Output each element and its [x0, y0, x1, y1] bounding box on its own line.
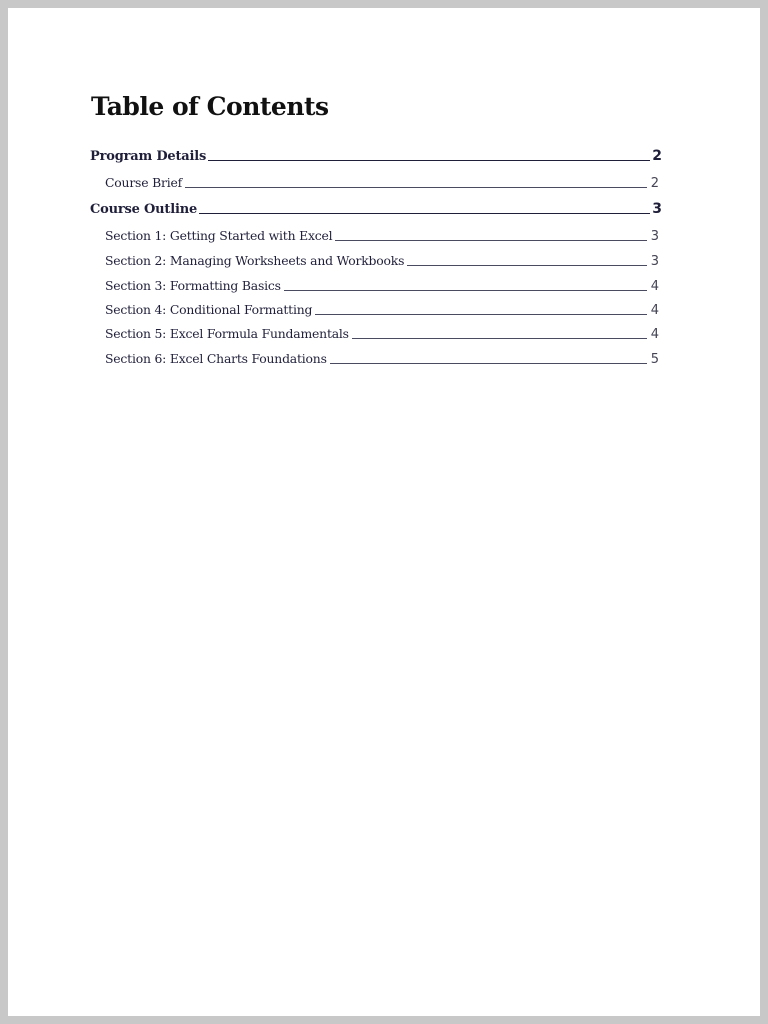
toc-entry-section-3[interactable] [105, 278, 659, 294]
toc-entry-label: Section 5: Excel Formula Fundamentals [105, 326, 349, 341]
toc-entry-label: Section 3: Formatting Basics [105, 278, 281, 293]
toc-entry-label: Program Details [90, 149, 207, 164]
toc-page-number: 3 [650, 229, 659, 244]
toc-page-number: 4 [650, 327, 659, 342]
toc-entry-section-1[interactable] [105, 228, 659, 244]
toc-leader-line [199, 213, 650, 214]
toc-entry-label: Section 6: Excel Charts Foundations [105, 351, 327, 366]
toc-leader-line [185, 187, 647, 188]
toc-page-number: 2 [652, 148, 662, 164]
table-of-contents [8, 8, 760, 1016]
toc-leader-line [352, 338, 647, 339]
toc-entry-section-6[interactable] [105, 351, 659, 367]
toc-entry-section-2[interactable] [105, 253, 659, 269]
toc-leader-line [315, 314, 646, 315]
page-title: Table of Contents [91, 92, 329, 121]
toc-entry-program-details[interactable] [90, 148, 662, 164]
toc-page-number: 2 [650, 176, 659, 191]
toc-entry-course-outline[interactable] [90, 201, 662, 217]
toc-page-number: 4 [650, 279, 659, 294]
toc-page-number: 3 [650, 254, 659, 269]
toc-entry-course-brief[interactable] [105, 175, 659, 191]
toc-entry-label: Course Outline [90, 202, 198, 217]
toc-entry-label: Section 4: Conditional Formatting [105, 302, 313, 317]
toc-entry-label: Course Brief [105, 175, 182, 190]
toc-page-number: 5 [650, 352, 659, 367]
toc-page-number: 4 [650, 303, 659, 318]
toc-leader-line [208, 160, 650, 161]
toc-entry-section-5[interactable] [105, 326, 659, 342]
toc-leader-line [284, 290, 647, 291]
toc-leader-line [335, 240, 646, 241]
document-page [8, 8, 760, 1016]
toc-page-number: 3 [652, 201, 662, 217]
toc-entry-section-4[interactable] [105, 302, 659, 318]
toc-entry-label: Section 2: Managing Worksheets and Workbooks [105, 253, 405, 268]
toc-leader-line [407, 265, 646, 266]
toc-entry-label: Section 1: Getting Started with Excel [105, 228, 333, 243]
toc-leader-line [330, 363, 647, 364]
